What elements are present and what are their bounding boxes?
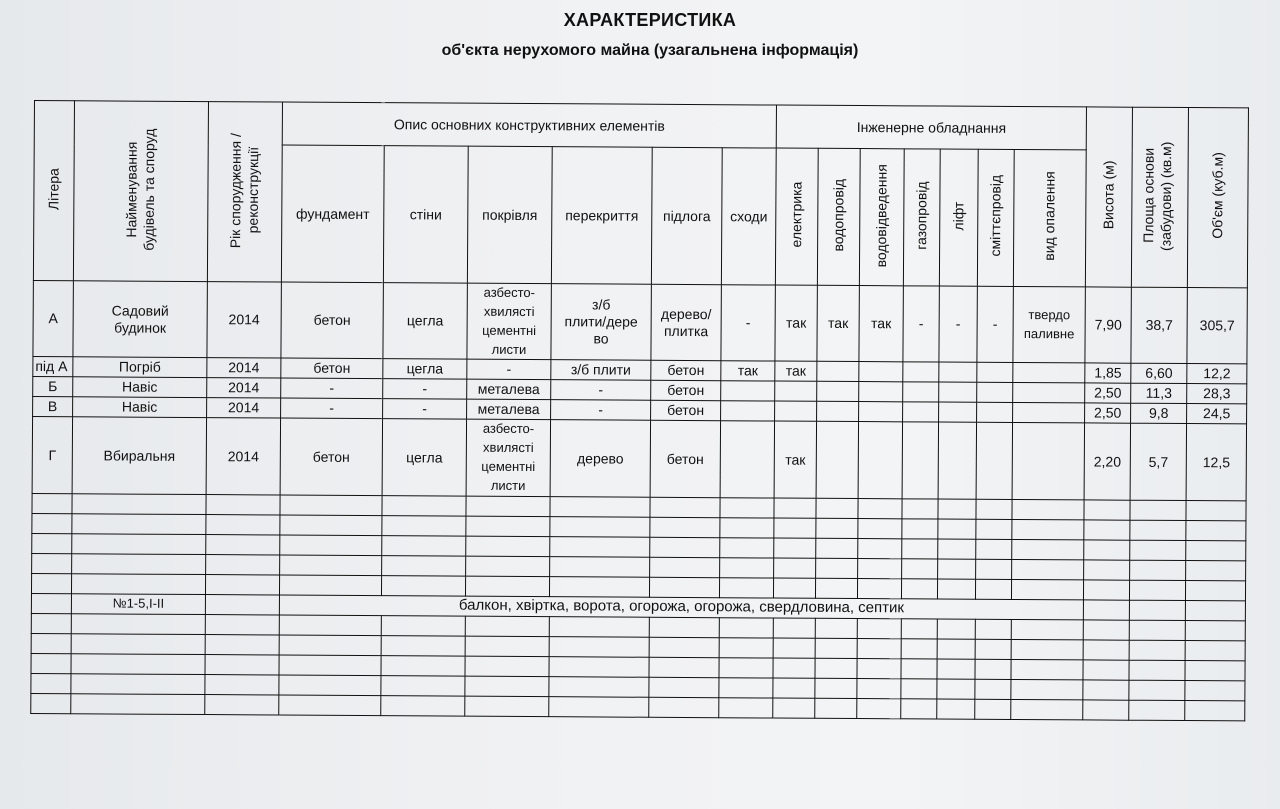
cell-litera: В xyxy=(33,397,73,417)
cell-year: 2014 xyxy=(207,282,281,359)
cell-sewage: так xyxy=(859,286,903,363)
cell-name: Вбиральня xyxy=(72,417,206,494)
header-garbage: сміттєпровід xyxy=(977,149,1014,286)
header-roof: покрівля xyxy=(467,146,552,284)
header-flooring: підлога xyxy=(651,147,722,284)
cell-litera: під А xyxy=(33,357,73,377)
cell-name: Навіс xyxy=(73,397,207,418)
cell-height: 1,85 xyxy=(1085,363,1131,383)
cell-height: 2,50 xyxy=(1085,403,1131,423)
cell-water xyxy=(817,362,859,382)
cell-name: Навіс xyxy=(73,377,207,398)
header-water: водопровід xyxy=(817,148,860,285)
cell-stairs xyxy=(721,401,775,421)
header-heating: вид опалення xyxy=(1013,149,1086,286)
cell-heating xyxy=(1013,383,1085,403)
header-construction-group: Опис основних конструктивних елементів xyxy=(282,102,776,148)
document-title: ХАРАКТЕРИСТИКА xyxy=(563,10,737,30)
cell-gas xyxy=(903,402,939,422)
header-height: Висота (м) xyxy=(1085,107,1132,287)
header-floors: перекриття xyxy=(551,147,652,285)
cell-sewage xyxy=(859,402,903,422)
cell-sewage xyxy=(859,362,903,382)
cell-volume: 24,5 xyxy=(1187,404,1247,424)
cell-walls: цегла xyxy=(383,283,467,360)
cell-year: 2014 xyxy=(207,378,281,398)
cell-garbage xyxy=(977,383,1013,403)
cell-sewage xyxy=(858,422,902,499)
cell-floors: - xyxy=(551,380,651,401)
cell-heating xyxy=(1012,423,1085,500)
cell-name: Садовий будинок xyxy=(73,281,207,358)
cell-water xyxy=(817,402,859,422)
cell-foundation: - xyxy=(281,398,383,419)
cell-lift xyxy=(939,402,977,422)
cell-height: 2,50 xyxy=(1085,383,1131,403)
cell-foundation: бетон xyxy=(281,282,383,359)
cell-electric: так xyxy=(774,421,816,498)
cell-volume: 28,3 xyxy=(1187,384,1247,404)
header-walls: стіни xyxy=(383,146,468,284)
cell-area: 6,60 xyxy=(1131,364,1187,384)
cell-gas xyxy=(902,422,938,499)
cell-garbage: - xyxy=(977,286,1013,363)
cell-electric: так xyxy=(775,285,817,362)
cell-heating xyxy=(1013,403,1085,423)
cell-area: 11,3 xyxy=(1131,384,1187,404)
header-lift: ліфт xyxy=(939,149,978,286)
cell-water xyxy=(817,382,859,402)
cell-walls: цегла xyxy=(382,419,466,496)
cell-year: 2014 xyxy=(207,398,281,418)
cell-foundation: - xyxy=(281,378,383,399)
cell-garbage xyxy=(977,403,1013,423)
cell-flooring: бетон xyxy=(650,421,720,498)
cell-roof: металева xyxy=(467,380,551,401)
header-name: Найменування будівель та споруд xyxy=(73,101,208,282)
document-subtitle: об'єкта нерухомого майна (узагальнена інформація) xyxy=(441,42,859,59)
cell-water xyxy=(816,422,858,499)
cell-floors: дерево xyxy=(550,420,650,497)
cell-volume: 12,5 xyxy=(1186,424,1246,501)
header-litera: Літера xyxy=(33,101,74,281)
cell-gas xyxy=(903,362,939,382)
cell-litera: А xyxy=(33,280,73,357)
cell-roof: - xyxy=(467,360,551,381)
cell-foundation: бетон xyxy=(281,358,383,379)
cell-electric: так xyxy=(775,361,817,381)
cell-height: 7,90 xyxy=(1085,287,1131,364)
header-engineering-group: Інженерне обладнання xyxy=(776,105,1086,150)
cell-floors: з/б плити xyxy=(551,360,651,381)
cell-flooring: дерево/ плитка xyxy=(651,284,721,361)
cell-flooring: бетон xyxy=(651,381,721,401)
cell-floors: - xyxy=(551,400,651,421)
cell-walls: цегла xyxy=(383,359,467,380)
cell-roof: азбесто- хвилясті цементні листи xyxy=(467,283,551,360)
cell-electric xyxy=(775,401,817,421)
characteristics-table-wrapper xyxy=(30,100,1248,721)
improvements-text: балкон, хвіртка, ворота, огорожа, огорожа, свердловина, септик xyxy=(279,595,1083,620)
cell-flooring: бетон xyxy=(651,401,721,421)
cell-gas xyxy=(903,382,939,402)
cell-garbage xyxy=(976,423,1012,500)
cell-roof: азбесто- хвилясті цементні листи xyxy=(466,420,550,497)
cell-volume: 12,2 xyxy=(1187,364,1247,384)
cell-sewage xyxy=(859,382,903,402)
cell-walls: - xyxy=(383,379,467,400)
cell-lift xyxy=(938,422,976,499)
cell-stairs xyxy=(720,421,774,498)
cell-gas: - xyxy=(903,286,939,363)
cell-year: 2014 xyxy=(206,418,280,495)
header-gas: газопровід xyxy=(903,149,940,286)
cell-flooring: бетон xyxy=(651,361,721,381)
cell-volume: 305,7 xyxy=(1187,288,1247,365)
header-foundation: фундамент xyxy=(281,145,384,283)
cell-area: 5,7 xyxy=(1130,424,1186,501)
improvements-label: №1-5,І-ІІ xyxy=(71,593,205,614)
table-row xyxy=(33,280,1248,364)
cell-stairs: - xyxy=(721,285,775,362)
cell-height: 2,20 xyxy=(1084,423,1130,500)
cell-litera: Б xyxy=(33,377,73,397)
cell-year: 2014 xyxy=(207,358,281,378)
cell-foundation: бетон xyxy=(280,418,382,495)
cell-lift xyxy=(939,382,977,402)
cell-litera: Г xyxy=(32,417,72,494)
table-row xyxy=(32,417,1247,501)
cell-garbage xyxy=(977,363,1013,383)
cell-floors: з/б плити/дере во xyxy=(551,284,651,361)
cell-stairs: так xyxy=(721,361,775,381)
header-year: Рік спорудження / реконструкції xyxy=(207,102,282,282)
cell-electric xyxy=(775,381,817,401)
characteristics-table xyxy=(30,100,1249,721)
cell-water: так xyxy=(817,285,859,362)
cell-roof: металева xyxy=(467,400,551,421)
header-volume: Об'єм (куб.м) xyxy=(1187,108,1248,288)
header-area: Площа основи (забудови) (кв.м) xyxy=(1131,107,1188,287)
cell-heating xyxy=(1013,363,1085,383)
cell-area: 9,8 xyxy=(1131,404,1187,424)
header-stairs: сходи xyxy=(721,148,776,285)
header-sewage: водовідведення xyxy=(859,149,904,286)
cell-heating: твердо паливне xyxy=(1013,286,1086,363)
cell-stairs xyxy=(721,381,775,401)
cell-name: Погріб xyxy=(73,357,207,378)
cell-area: 38,7 xyxy=(1131,287,1187,364)
cell-lift xyxy=(939,362,977,382)
header-electric: електрика xyxy=(775,148,818,285)
cell-walls: - xyxy=(383,399,467,420)
cell-lift: - xyxy=(939,286,977,363)
